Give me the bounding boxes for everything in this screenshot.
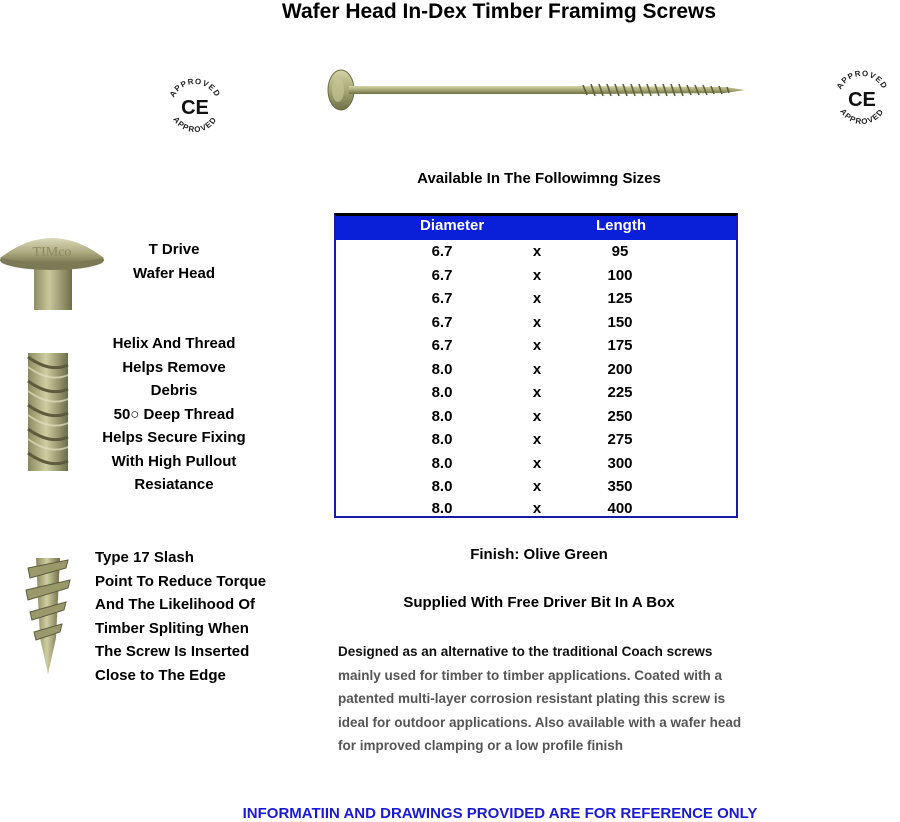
head-logo-text: TIMco (32, 245, 72, 260)
table-row (336, 382, 736, 405)
times-cell: x (532, 266, 542, 284)
diameter-cell: 8.0 (431, 500, 453, 517)
feature-line: And The Likelihood Of (95, 596, 255, 613)
badge-bottom-text: APPROVED (838, 107, 886, 127)
reference-disclaimer: INFORMATIIN AND DRAWINGS PROVIDED ARE FOR REFERENCE ONLY (242, 805, 758, 822)
svg-text:APPROVED (168, 77, 222, 99)
table-row (336, 406, 736, 429)
feature-line: Debris (150, 382, 198, 399)
head-feature-text (65, 238, 283, 285)
length-cell: 275 (607, 431, 633, 448)
diameter-cell: 8.0 (431, 431, 453, 448)
length-cell: 400 (607, 500, 633, 517)
diameter-cell: 6.7 (431, 290, 453, 307)
feature-line: Helix And Thread (112, 335, 236, 352)
finish-text: Finish: Olive Green (470, 546, 608, 563)
badge-bottom-text: APPROVED (171, 115, 219, 135)
ce-approved-badge-left (164, 76, 226, 138)
feature-line: 50○ Deep Thread (113, 405, 235, 423)
feature-line: Point To Reduce Torque (95, 572, 267, 590)
diameter-header: Diameter (420, 217, 485, 234)
sizes-table (334, 213, 738, 518)
badge-top-text: APPROVED (834, 68, 890, 91)
svg-text:APPROVED (835, 69, 889, 91)
description-line: Designed as an alternative to the traditional Coach screws (338, 644, 713, 659)
diameter-cell: 8.0 (431, 360, 453, 378)
diameter-cell: 6.7 (431, 266, 453, 284)
length-cell: 150 (607, 313, 633, 331)
table-row (336, 453, 736, 476)
diameter-cell: 6.7 (431, 243, 453, 260)
feature-line: Helps Remove (122, 358, 226, 376)
description-line: patented multi-layer corrosion resistant plating this screw is (338, 691, 726, 706)
length-cell: 225 (607, 384, 633, 401)
length-header: Length (596, 217, 646, 234)
screw-image (325, 64, 750, 114)
ce-approved-badge-right (831, 68, 893, 130)
thread-feature-text (65, 332, 283, 497)
feature-line: Timber Spliting When (95, 619, 249, 637)
times-cell: x (532, 500, 542, 517)
length-cell: 350 (607, 478, 633, 495)
ce-mark: CE (181, 97, 209, 119)
description-line: mainly used for timber to timber applications. Coated with a (338, 667, 723, 683)
diameter-cell: 8.0 (431, 478, 453, 495)
feature-line: T Drive (148, 241, 200, 258)
table-row (336, 429, 736, 452)
length-cell: 95 (611, 243, 629, 260)
times-cell: x (532, 407, 542, 425)
ce-mark: CE (848, 89, 876, 111)
sizes-subtitle: Available In The Followimng Sizes (417, 170, 661, 187)
feature-line: Type 17 Slash (95, 549, 194, 566)
table-row (336, 312, 736, 335)
table-row (336, 476, 736, 499)
length-cell: 200 (607, 360, 633, 378)
length-cell: 250 (607, 407, 633, 425)
table-row (336, 265, 736, 288)
screw-point-image (18, 558, 78, 676)
tip-feature-text (95, 546, 335, 687)
times-cell: x (532, 313, 542, 331)
table-row (336, 359, 736, 382)
feature-line: The Screw Is Inserted (95, 643, 250, 660)
page-title: Wafer Head In-Dex Timber Framimg Screws (281, 0, 717, 23)
badge-top-text: APPROVED (167, 76, 223, 99)
times-cell: x (532, 337, 542, 354)
table-header (336, 216, 736, 240)
times-cell: x (532, 360, 542, 378)
feature-line: Close to The Edge (95, 666, 226, 684)
table-row (336, 498, 736, 521)
diameter-cell: 6.7 (431, 337, 453, 354)
times-cell: x (532, 478, 542, 495)
description-line: ideal for outdoor applications. Also available with a wafer head (338, 714, 742, 730)
feature-line: With High Pullout (111, 452, 237, 470)
length-cell: 300 (607, 454, 633, 472)
feature-line: Wafer Head (133, 264, 215, 282)
diameter-cell: 8.0 (431, 407, 453, 425)
diameter-cell: 6.7 (431, 313, 453, 331)
length-cell: 125 (607, 290, 633, 307)
description-text (338, 640, 778, 758)
length-cell: 175 (607, 337, 633, 354)
times-cell: x (532, 384, 542, 401)
supplied-text: Supplied With Free Driver Bit In A Box (403, 594, 675, 611)
times-cell: x (532, 290, 542, 307)
feature-line: Resiatance (134, 476, 214, 493)
table-row (336, 288, 736, 311)
description-line: for improved clamping or a low profile finish (338, 738, 624, 753)
diameter-cell: 8.0 (431, 454, 453, 472)
diameter-cell: 8.0 (431, 384, 453, 401)
table-row (336, 241, 736, 264)
length-cell: 100 (607, 266, 633, 284)
feature-line: Helps Secure Fixing (102, 429, 246, 446)
times-cell: x (532, 431, 542, 448)
times-cell: x (532, 454, 542, 472)
times-cell: x (532, 243, 542, 260)
table-row (336, 335, 736, 358)
